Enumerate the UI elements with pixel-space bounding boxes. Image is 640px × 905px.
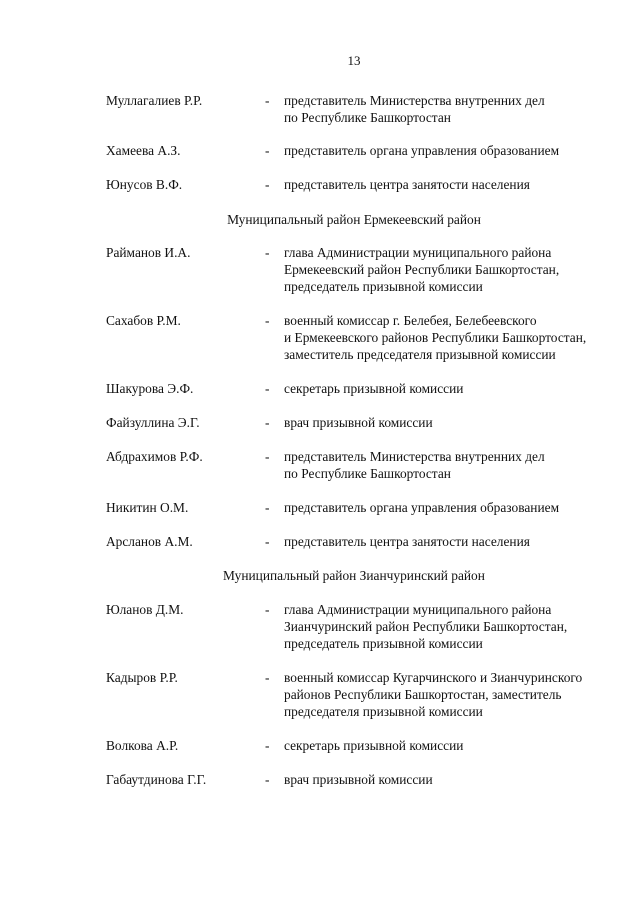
member-name: Юланов Д.М. — [106, 602, 184, 617]
separator-dash: - — [265, 500, 270, 515]
member-name: Абдрахимов Р.Ф. — [106, 449, 203, 464]
separator-dash: - — [265, 534, 270, 549]
member-role — [284, 771, 634, 788]
separator-dash: - — [265, 670, 270, 685]
member-name: Габаутдинова Г.Г. — [106, 772, 207, 787]
member-role — [284, 533, 634, 550]
role-line: представитель Министерства внутренних дел — [284, 449, 545, 464]
separator-dash: - — [265, 738, 270, 753]
role-line: секретарь призывной комиссии — [284, 738, 464, 753]
member-name: Юнусов В.Ф. — [106, 177, 183, 192]
role-line: представитель центра занятости населения — [284, 534, 530, 549]
member-role — [284, 176, 634, 193]
role-line: врач призывной комиссии — [284, 772, 433, 787]
role-line: по Республике Башкортостан — [284, 466, 451, 481]
separator-dash: - — [265, 772, 270, 787]
role-line: врач призывной комиссии — [284, 415, 433, 430]
member-name: Муллагалиев Р.Р. — [106, 93, 203, 108]
role-line: Зианчуринский район Республики Башкортостан, — [284, 619, 568, 634]
separator-dash: - — [265, 177, 270, 192]
role-line: военный комиссар Кугарчинского и Зианчуринского — [284, 670, 583, 685]
role-line: представитель центра занятости населения — [284, 177, 530, 192]
page-number: 13 — [347, 53, 361, 68]
member-role — [284, 142, 634, 159]
section-title: Муниципальный район Ермекеевский район — [227, 212, 481, 227]
separator-dash: - — [265, 245, 270, 260]
separator-dash: - — [265, 449, 270, 464]
member-role — [284, 92, 634, 126]
member-name: Шакурова Э.Ф. — [106, 381, 194, 396]
separator-dash: - — [265, 602, 270, 617]
member-name: Райманов И.А. — [106, 245, 191, 260]
member-name: Арсланов А.М. — [106, 534, 193, 549]
role-line: представитель органа управления образованием — [284, 143, 560, 158]
separator-dash: - — [265, 415, 270, 430]
role-line: Ермекеевский район Республики Башкортостан, — [284, 262, 560, 277]
role-line: председатель призывной комиссии — [284, 636, 483, 651]
role-line: военный комиссар г. Белебея, Белебеевского — [284, 313, 537, 328]
separator-dash: - — [265, 143, 270, 158]
member-name: Хамеева А.З. — [106, 143, 181, 158]
role-line: и Ермекеевского районов Республики Башкортостан, — [284, 330, 587, 345]
separator-dash: - — [265, 313, 270, 328]
section-title: Муниципальный район Зианчуринский район — [223, 568, 485, 583]
role-line: глава Администрации муниципального района — [284, 602, 552, 617]
role-line: заместитель председателя призывной комиссии — [284, 347, 556, 362]
member-role — [284, 244, 634, 295]
member-role — [284, 312, 634, 363]
member-name: Сахабов Р.М. — [106, 313, 181, 328]
member-name: Файзуллина Э.Г. — [106, 415, 200, 430]
member-name: Волкова А.Р. — [106, 738, 179, 753]
role-line: глава Администрации муниципального района — [284, 245, 552, 260]
role-line: по Республике Башкортостан — [284, 110, 451, 125]
separator-dash: - — [265, 93, 270, 108]
member-role — [284, 499, 634, 516]
role-line: председателя призывной комиссии — [284, 704, 483, 719]
member-role — [284, 448, 634, 482]
role-line: секретарь призывной комиссии — [284, 381, 464, 396]
member-role — [284, 601, 634, 652]
member-role — [284, 669, 634, 720]
member-name: Кадыров Р.Р. — [106, 670, 178, 685]
role-line: районов Республики Башкортостан, заместитель — [284, 687, 562, 702]
member-name: Никитин О.М. — [106, 500, 189, 515]
member-role — [284, 414, 634, 431]
member-role — [284, 380, 634, 397]
role-line: представитель органа управления образованием — [284, 500, 560, 515]
role-line: представитель Министерства внутренних дел — [284, 93, 545, 108]
separator-dash: - — [265, 381, 270, 396]
member-role — [284, 737, 634, 754]
role-line: председатель призывной комиссии — [284, 279, 483, 294]
